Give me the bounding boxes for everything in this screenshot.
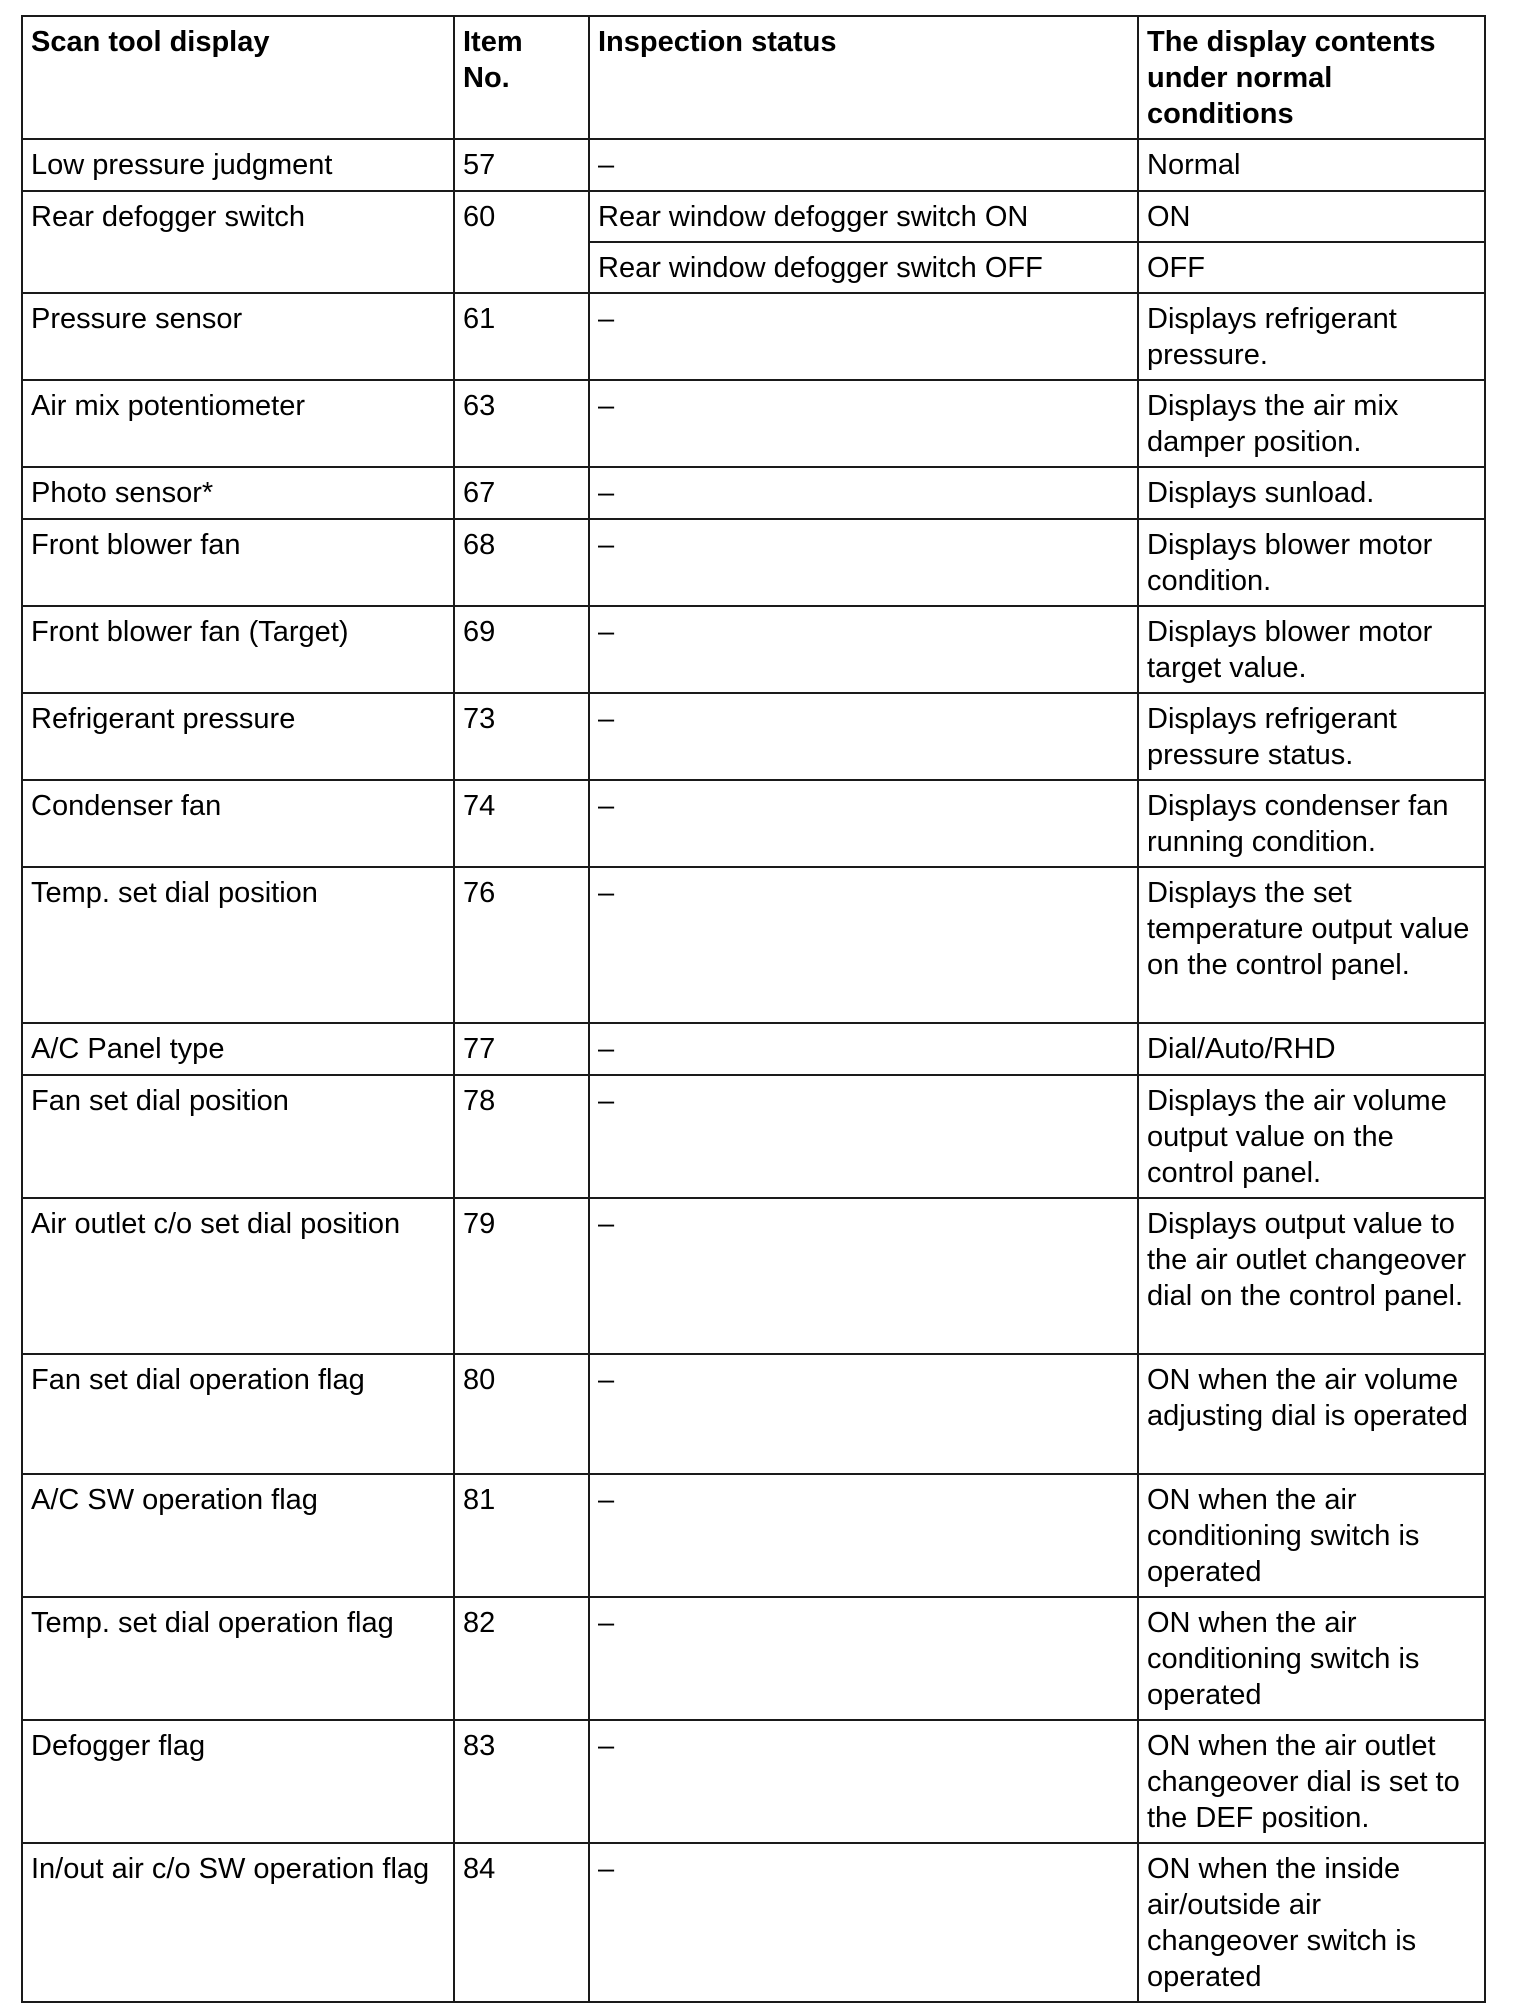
inspection-status-cell: –: [589, 1023, 1138, 1075]
header-scan-tool-display: Scan tool display: [22, 16, 454, 139]
inspection-status-cell: –: [589, 1075, 1138, 1198]
scan-tool-display-cell: Temp. set dial operation flag: [22, 1597, 454, 1720]
table-row: [22, 467, 1485, 519]
normal-contents-cell: Displays sunload.: [1138, 467, 1485, 519]
item-no-cell: 76: [454, 867, 589, 1023]
inspection-status-cell: –: [589, 1843, 1138, 2002]
normal-contents-cell: Dial/Auto/RHD: [1138, 1023, 1485, 1075]
table-row: [22, 780, 1485, 867]
inspection-status-cell: –: [589, 1354, 1138, 1474]
scan-tool-display-cell: Air mix potentiometer: [22, 380, 454, 467]
table-row: [22, 1075, 1485, 1198]
table-row: [22, 293, 1485, 380]
scan-tool-display-cell: Refrigerant pressure: [22, 693, 454, 780]
normal-contents-cell: OFF: [1138, 242, 1485, 293]
inspection-status-cell: –: [589, 1720, 1138, 1843]
inspection-status-cell: –: [589, 293, 1138, 380]
header-item-no-line2: No.: [463, 62, 510, 94]
normal-contents-cell: ON when the air conditioning switch is operated: [1138, 1474, 1485, 1597]
item-no-cell: 83: [454, 1720, 589, 1843]
item-no-cell: 69: [454, 606, 589, 693]
inspection-status-cell: –: [589, 867, 1138, 1023]
normal-contents-cell: ON when the air conditioning switch is operated: [1138, 1597, 1485, 1720]
normal-contents-cell: ON when the air volume adjusting dial is operated: [1138, 1354, 1485, 1474]
item-no-cell: 78: [454, 1075, 589, 1198]
normal-contents-cell: Displays refrigerant pressure status.: [1138, 693, 1485, 780]
normal-contents-cell: Displays blower motor condition.: [1138, 519, 1485, 606]
inspection-status-cell: –: [589, 467, 1138, 519]
normal-contents-cell: Displays refrigerant pressure.: [1138, 293, 1485, 380]
scan-tool-display-cell: A/C Panel type: [22, 1023, 454, 1075]
table-row: [22, 1354, 1485, 1474]
normal-contents-cell: Displays the air volume output value on the control panel.: [1138, 1075, 1485, 1198]
scan-tool-display-cell: A/C SW operation flag: [22, 1474, 454, 1597]
inspection-status-cell: –: [589, 606, 1138, 693]
table-row: [22, 380, 1485, 467]
inspection-status-cell: –: [589, 380, 1138, 467]
item-no-cell: 81: [454, 1474, 589, 1597]
inspection-status-cell: –: [589, 139, 1138, 191]
inspection-status-cell: –: [589, 1198, 1138, 1354]
item-no-cell: 74: [454, 780, 589, 867]
normal-contents-cell: Displays blower motor target value.: [1138, 606, 1485, 693]
item-no-cell: 79: [454, 1198, 589, 1354]
item-no-cell: 84: [454, 1843, 589, 2002]
item-no-cell: 60: [454, 191, 589, 293]
table-row: [22, 519, 1485, 606]
header-inspection-status: Inspection status: [589, 16, 1138, 139]
scan-tool-display-cell: Fan set dial operation flag: [22, 1354, 454, 1474]
item-no-cell: 68: [454, 519, 589, 606]
scan-tool-display-cell: In/out air c/o SW operation flag: [22, 1843, 454, 2002]
inspection-status-cell: –: [589, 780, 1138, 867]
table-row: [22, 1474, 1485, 1597]
scan-tool-display-cell: Defogger flag: [22, 1720, 454, 1843]
scan-tool-display-cell: Photo sensor*: [22, 467, 454, 519]
table-header-row: [22, 16, 1485, 139]
table-row: [22, 191, 1485, 242]
table-row: [22, 1023, 1485, 1075]
normal-contents-cell: ON when the inside air/outside air changeover switch is operated: [1138, 1843, 1485, 2002]
item-no-cell: 67: [454, 467, 589, 519]
inspection-status-cell: –: [589, 693, 1138, 780]
inspection-status-cell: Rear window defogger switch OFF: [589, 242, 1138, 293]
inspection-status-cell: –: [589, 519, 1138, 606]
table-row: [22, 1597, 1485, 1720]
item-no-cell: 80: [454, 1354, 589, 1474]
inspection-status-cell: –: [589, 1474, 1138, 1597]
item-no-cell: 82: [454, 1597, 589, 1720]
scan-tool-display-cell: Low pressure judgment: [22, 139, 454, 191]
scan-tool-display-cell: Condenser fan: [22, 780, 454, 867]
item-no-cell: 77: [454, 1023, 589, 1075]
scan-tool-display-cell: Front blower fan: [22, 519, 454, 606]
item-no-cell: 57: [454, 139, 589, 191]
table-row: [22, 693, 1485, 780]
scan-tool-display-cell: Temp. set dial position: [22, 867, 454, 1023]
normal-contents-cell: Normal: [1138, 139, 1485, 191]
scan-tool-display-cell: Pressure sensor: [22, 293, 454, 380]
table-row: [22, 606, 1485, 693]
scan-tool-display-cell: Rear defogger switch: [22, 191, 454, 293]
table-row: [22, 139, 1485, 191]
normal-contents-cell: Displays the air mix damper position.: [1138, 380, 1485, 467]
header-item-no-line1: Item: [463, 26, 523, 58]
scan-tool-display-cell: Fan set dial position: [22, 1075, 454, 1198]
normal-contents-cell: Displays the set temperature output value on the control panel.: [1138, 867, 1485, 1023]
scan-tool-display-cell: Front blower fan (Target): [22, 606, 454, 693]
table-row: [22, 1720, 1485, 1843]
table-row: [22, 1843, 1485, 2002]
table-row: [22, 1198, 1485, 1354]
normal-contents-cell: Displays condenser fan running condition.: [1138, 780, 1485, 867]
table-row: [22, 867, 1485, 1023]
scan-tool-display-cell: Air outlet c/o set dial position: [22, 1198, 454, 1354]
normal-contents-cell: ON: [1138, 191, 1485, 242]
item-no-cell: 63: [454, 380, 589, 467]
inspection-status-cell: Rear window defogger switch ON: [589, 191, 1138, 242]
item-no-cell: 73: [454, 693, 589, 780]
scan-tool-table: [21, 15, 1486, 2003]
normal-contents-cell: Displays output value to the air outlet changeover dial on the control panel.: [1138, 1198, 1485, 1354]
inspection-status-cell: –: [589, 1597, 1138, 1720]
item-no-cell: 61: [454, 293, 589, 380]
normal-contents-cell: ON when the air outlet changeover dial is set to the DEF position.: [1138, 1720, 1485, 1843]
header-normal-contents: The display contents under normal conditions: [1138, 16, 1485, 139]
header-item-no: [454, 16, 589, 139]
